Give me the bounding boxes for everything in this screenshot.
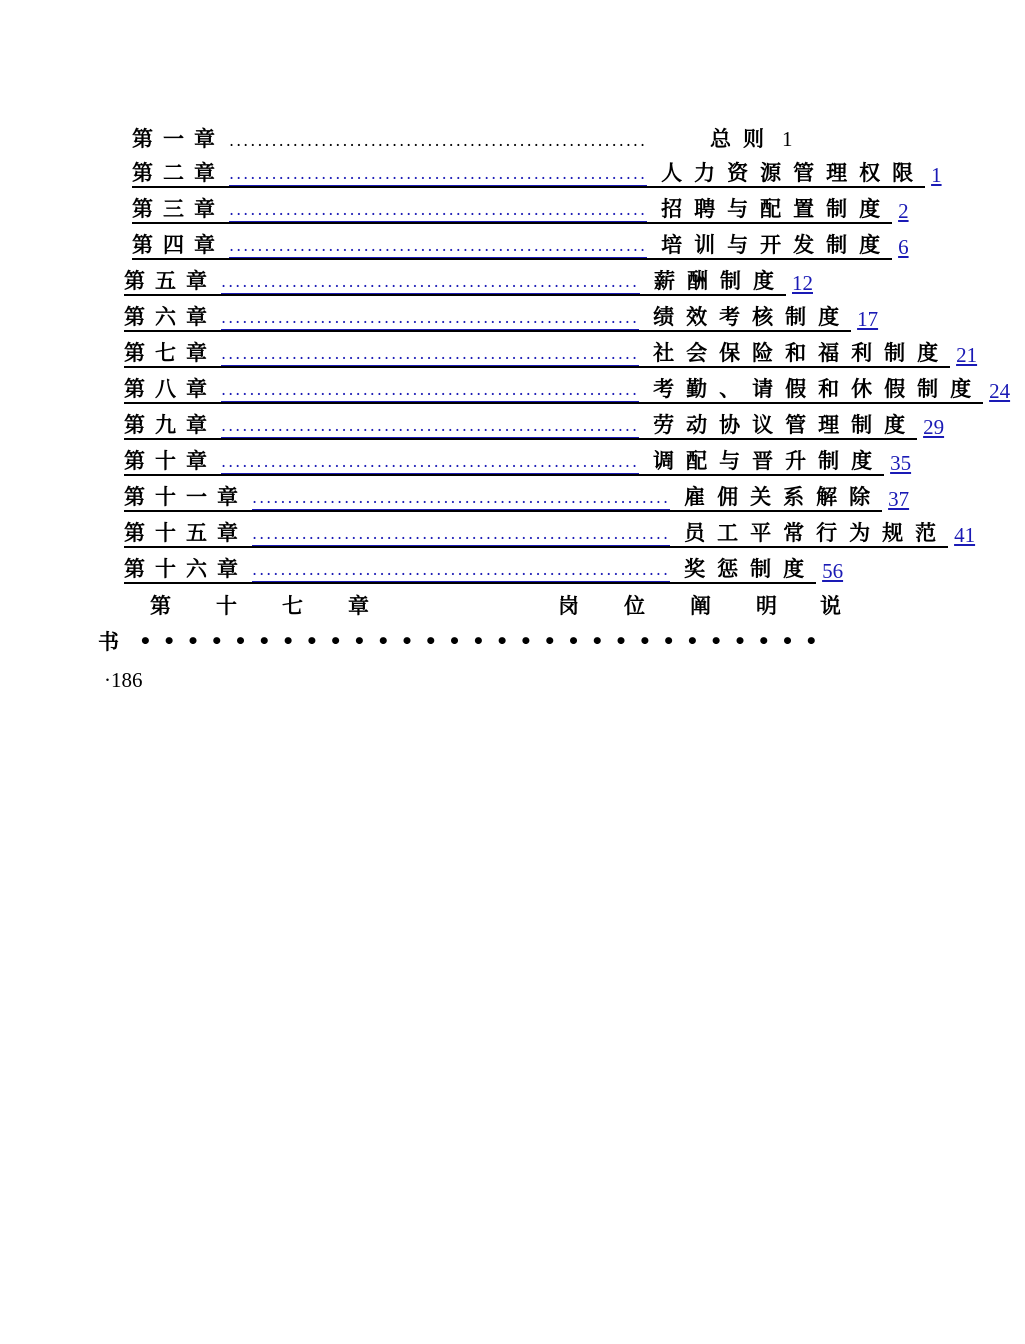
toc-chapter-char: 第	[150, 593, 171, 618]
toc-leader-dots: ...........................................................	[252, 523, 670, 546]
toc-title: 雇佣关系解除	[684, 484, 883, 509]
toc-chapter-label: 第十五章	[124, 520, 248, 545]
toc-title: 招聘与配置制度	[661, 196, 893, 221]
toc-leader-dots: ...........................................................	[221, 271, 640, 294]
toc-entry-10[interactable]	[124, 446, 912, 476]
toc-chapter-label: 第一章	[132, 126, 225, 151]
toc-entry-3[interactable]	[132, 194, 909, 224]
toc-entry-13[interactable]	[124, 554, 844, 584]
toc-chapter-char: 章	[348, 593, 369, 618]
toc-leader-dots: •••••••••••••••••••••••••••••	[139, 629, 829, 653]
toc-page-link[interactable]: 6	[898, 235, 909, 259]
toc-page-number: 1	[782, 127, 793, 151]
toc-page-link[interactable]: 12	[792, 271, 813, 295]
toc-entry-7[interactable]	[124, 338, 978, 368]
toc-title: 薪酬制度	[654, 268, 786, 293]
toc-leader-dots: ...........................................................	[221, 343, 639, 366]
toc-chapter-label: 第六章	[124, 304, 217, 329]
toc-page-link[interactable]: 29	[923, 415, 945, 439]
toc-page-link[interactable]: 41	[954, 523, 976, 547]
toc-entry-1	[132, 122, 818, 152]
toc-chapter-label: 第七章	[124, 340, 217, 365]
toc-page-link[interactable]: 35	[890, 451, 912, 475]
toc-chapter-label: 第八章	[124, 376, 217, 401]
toc-title: 绩效考核制度	[653, 304, 852, 329]
toc-entry-11[interactable]	[124, 482, 910, 512]
toc-title: 劳动协议管理制度	[653, 412, 918, 437]
toc-leader-dots: ...........................................................	[221, 415, 639, 438]
toc-chapter-label: 第二章	[132, 160, 225, 185]
toc-leader-dots: ...........................................................	[229, 199, 647, 222]
toc-entry-6[interactable]	[124, 302, 879, 332]
toc-title: 考勤、请假和休假制度	[653, 376, 984, 401]
toc-title: 奖惩制度	[684, 556, 817, 581]
toc-leader-dots: ...........................................................	[221, 451, 639, 474]
toc-chapter-label: 第九章	[124, 412, 217, 437]
toc-page-link[interactable]: 24	[989, 379, 1011, 403]
toc-title-char: 说	[820, 593, 841, 618]
toc-leader-dots: ...........................................................	[229, 235, 647, 258]
toc-chapter-label: 第十章	[124, 448, 217, 473]
toc-chapter-label: 第四章	[132, 232, 225, 257]
toc-title: 人力资源管理权限	[661, 160, 926, 185]
toc-chapter-label: 第五章	[124, 268, 217, 293]
toc-leader-dots: ...........................................................	[252, 559, 670, 582]
toc-page-link[interactable]: 37	[888, 487, 910, 511]
toc-leader-dots: ...........................................................	[229, 131, 648, 150]
toc-leader-dots: ...........................................................	[221, 379, 639, 402]
toc-chapter-char: 七	[282, 593, 303, 618]
toc-title: 总则	[710, 126, 776, 151]
toc-page-link[interactable]: 2	[898, 199, 909, 223]
toc-chapter-char: 十	[216, 593, 237, 618]
toc-title-char: 位	[624, 593, 645, 618]
toc-chapter-label: 第十一章	[124, 484, 248, 509]
toc-leader-dots: ...........................................................	[221, 307, 639, 330]
toc-entry-9[interactable]	[124, 410, 945, 440]
toc-entry-4[interactable]	[132, 230, 909, 260]
toc-title: 培训与开发制度	[661, 232, 893, 257]
toc-entry-12[interactable]	[124, 518, 976, 548]
toc-title-tail: 书	[98, 629, 119, 654]
toc-title: 员工平常行为规范	[684, 520, 949, 545]
toc-entry-8[interactable]	[124, 374, 1011, 404]
toc-page-link[interactable]: 17	[857, 307, 879, 331]
toc-entry-14-continuation	[98, 626, 850, 656]
toc-title: 社会保险和福利制度	[653, 340, 951, 365]
toc-chapter-label: 第十六章	[124, 556, 248, 581]
toc-leader-dots: ...........................................................	[252, 487, 670, 510]
toc-title-char: 明	[756, 593, 777, 618]
toc-chapter-label: 第三章	[132, 196, 225, 221]
toc-leader-dots: ...........................................................	[229, 163, 647, 186]
toc-title-char: 岗	[558, 593, 579, 618]
toc-page-link[interactable]: 21	[956, 343, 978, 367]
toc-page-link[interactable]: 56	[822, 559, 844, 583]
toc-title: 调配与晋升制度	[653, 448, 885, 473]
toc-entry-5[interactable]	[124, 266, 828, 296]
toc-title-char: 阐	[690, 593, 711, 618]
toc-page-number: ·186	[104, 668, 143, 692]
toc-entry-2[interactable]	[132, 158, 942, 188]
toc-page-link[interactable]: 1	[931, 163, 942, 187]
